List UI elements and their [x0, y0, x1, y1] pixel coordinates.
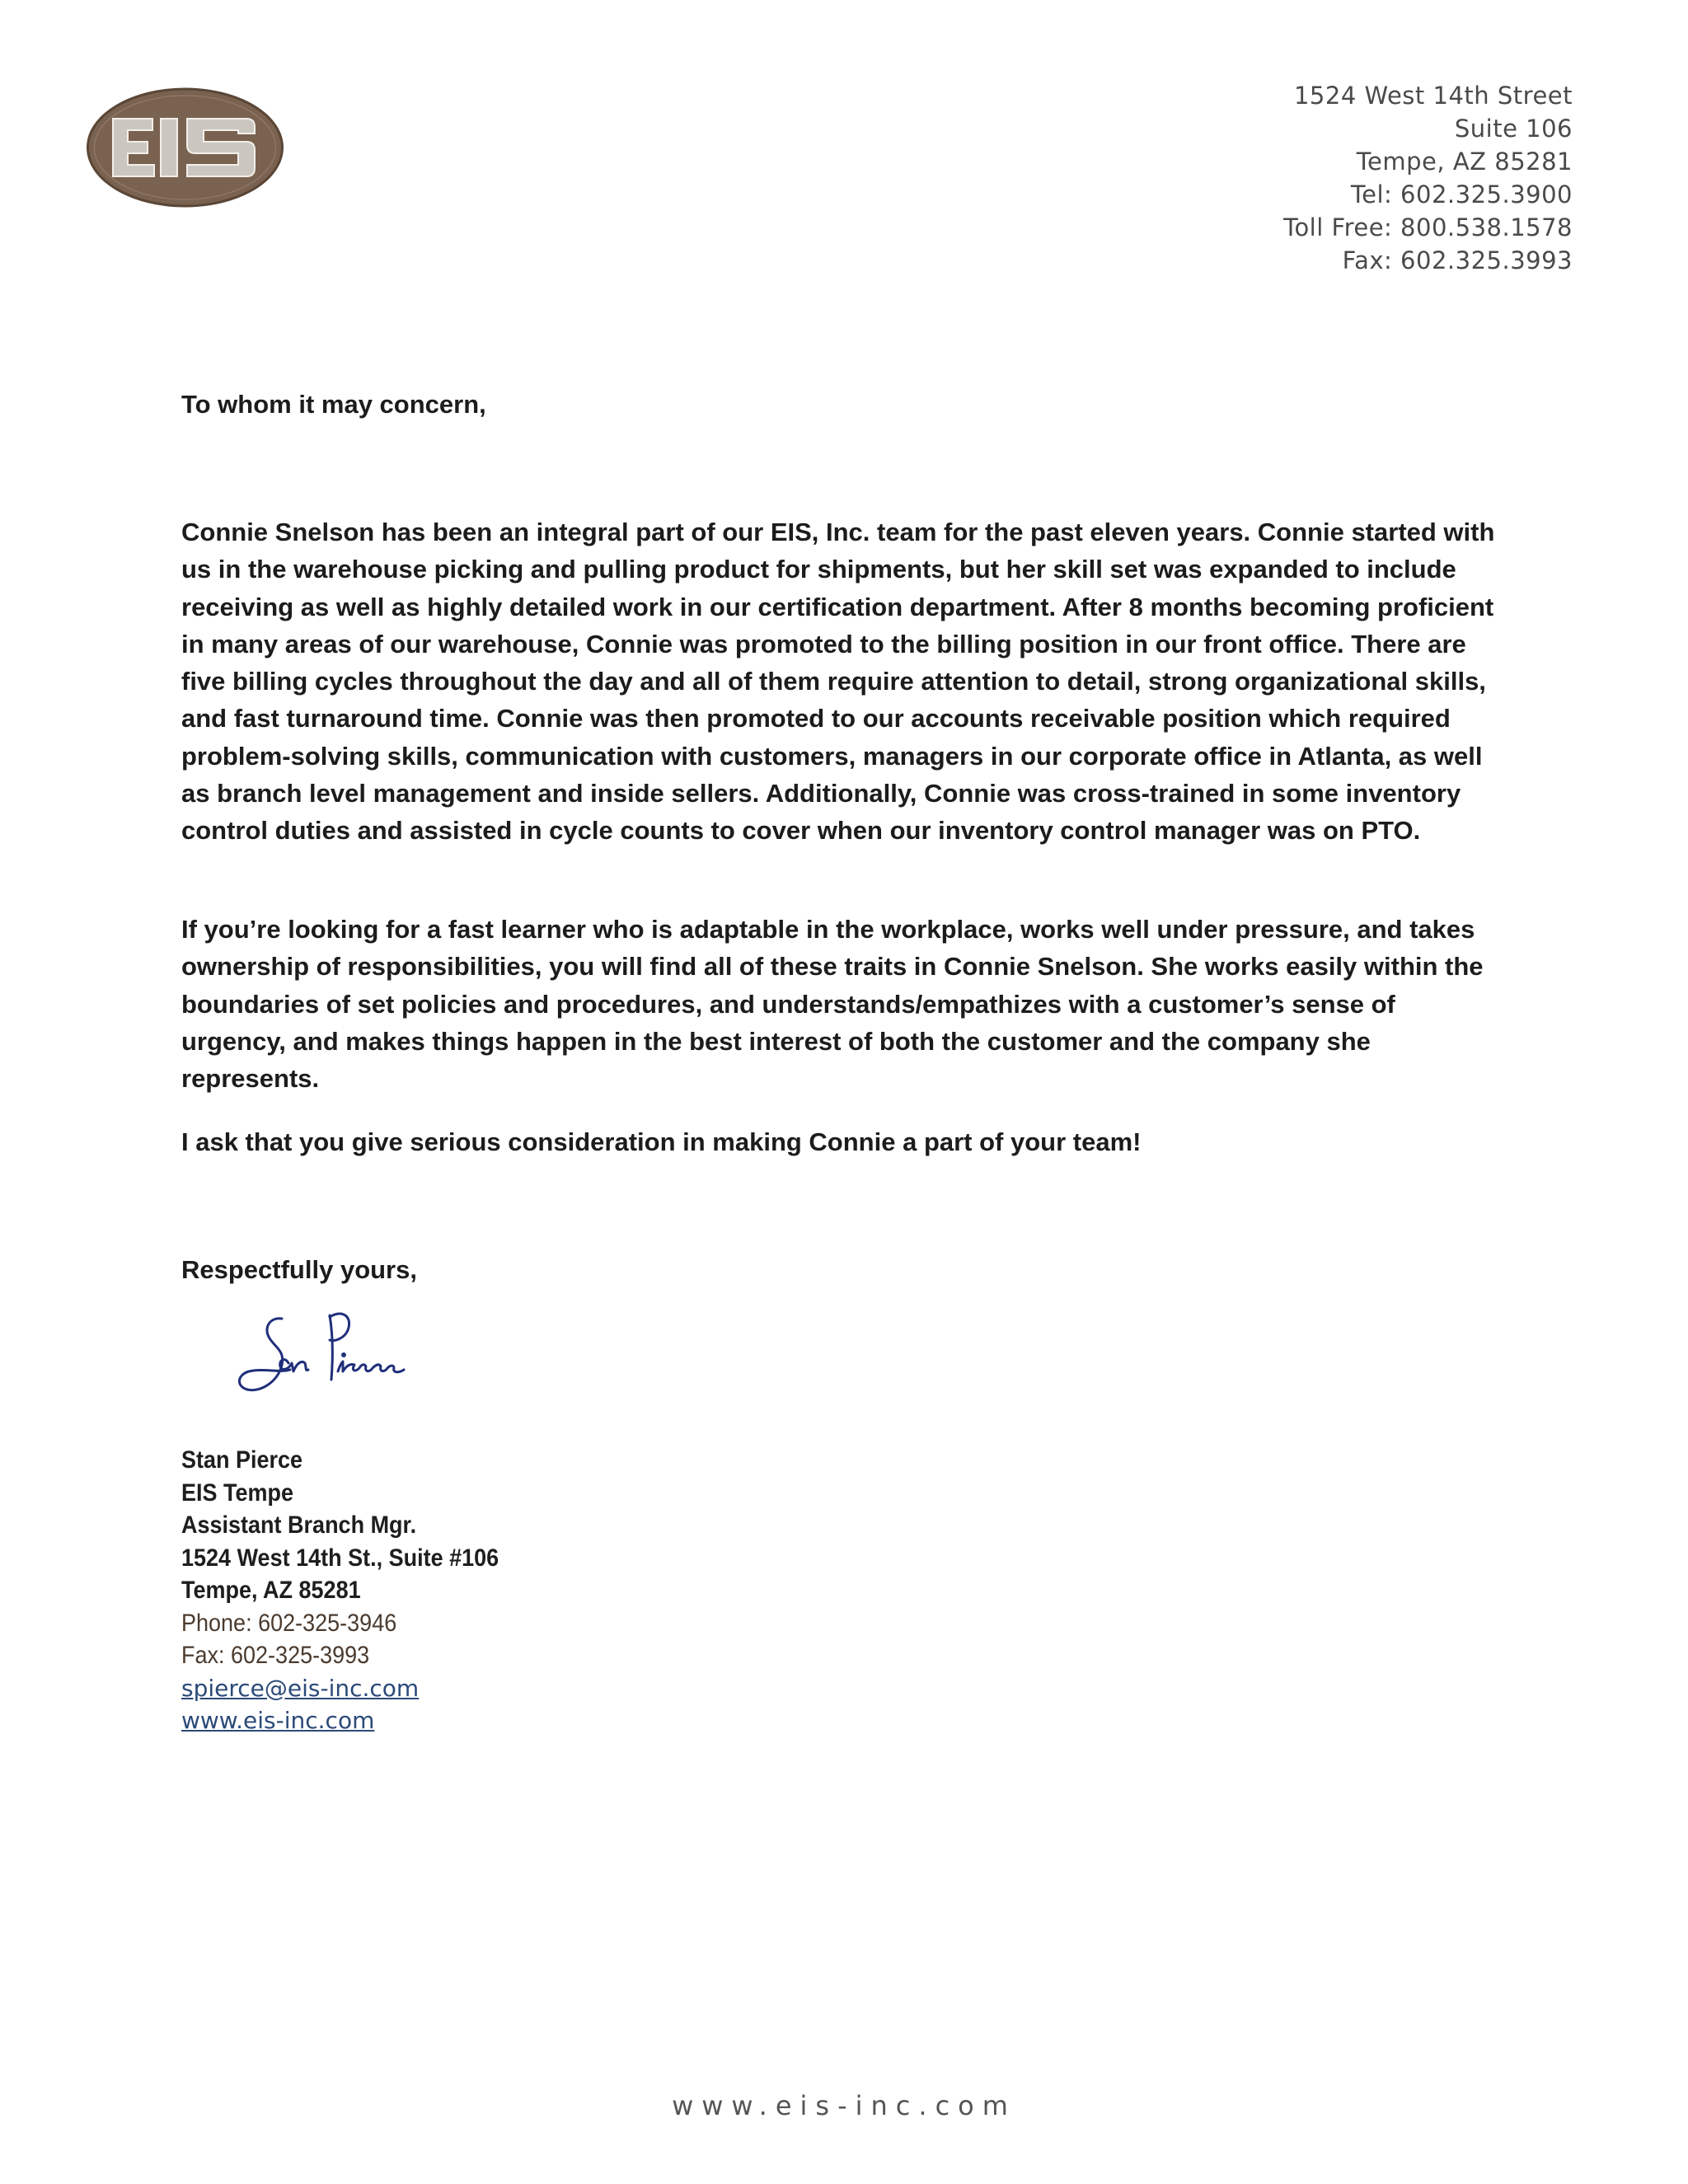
- paragraph-1-text: Connie Snelson has been an integral part of our EIS, Inc. team for the past eleven years. Connie started with us in the warehouse picking and pulling product for shipments, but her skill set was expanded to include receiving as well as highly detailed work in our certification department. After 8 months becoming proficient in many areas of our warehouse, Connie was promoted to the billing position in our front office. There are five billing cycles throughout the day and all of them require attention to detail, strong organizational skills, and fast turnaround time. Connie was then promoted to our accounts receivable position which required problem-solving skills, communication with customers, managers in our corporate office in Atlanta, as well as branch level management and inside sellers. Additionally, Connie was cross-trained in some inventory control duties and assisted in cycle counts to cover when our inventory control manager was on PTO.: [181, 518, 1495, 846]
- sender-block: [181, 1444, 534, 1737]
- sender-fax: Fax: 602-325-3993: [181, 1642, 370, 1669]
- sender-email-link[interactable]: spierce@eis-inc.com: [181, 1674, 420, 1702]
- paragraph-2-text: If you’re looking for a fast learner who is adaptable in the workplace, works well under pressure, and takes ownership of responsibilities, you will find all of these traits in Connie Snelson. She works easily within the boundaries of set policies and procedures, and understands/empathizes with a customer’s sense of urgency, and makes things happen in the best interest of both the customer and the company she represents.: [181, 915, 1484, 1094]
- salutation: To whom it may concern,: [181, 390, 486, 419]
- company-tel: Tel: 602.325.3900: [1350, 180, 1573, 209]
- body-paragraph-2: [181, 911, 1500, 1097]
- footer-website: www.eis-inc.com: [672, 2090, 1016, 2121]
- company-city-state-zip: Tempe, AZ 85281: [1356, 148, 1573, 176]
- company-toll-free: Toll Free: 800.538.1578: [1283, 213, 1573, 241]
- sender-title: Assistant Branch Mgr.: [181, 1511, 417, 1539]
- handwritten-signature: [231, 1302, 420, 1409]
- company-suite: Suite 106: [1454, 115, 1573, 143]
- eis-logo: [85, 86, 285, 209]
- paragraph-3-text: I ask that you give serious consideration in making Connie a part of your team!: [181, 1127, 1142, 1156]
- company-street: 1524 West 14th Street: [1293, 82, 1573, 110]
- sender-city-state-zip: Tempe, AZ 85281: [181, 1577, 361, 1604]
- closing: Respectfully yours,: [181, 1255, 417, 1284]
- body-paragraph-1: [181, 513, 1500, 850]
- sender-phone: Phone: 602-325-3946: [181, 1609, 397, 1637]
- body-paragraph-3: [181, 1123, 1500, 1160]
- sender-office: EIS Tempe: [181, 1479, 294, 1507]
- sender-address: 1524 West 14th St., Suite #106: [181, 1544, 499, 1572]
- company-address: [1283, 79, 1573, 277]
- sender-name: Stan Pierce: [181, 1446, 303, 1474]
- company-fax: Fax: 602.325.3993: [1342, 246, 1573, 274]
- sender-website-link[interactable]: www.eis-inc.com: [181, 1707, 375, 1734]
